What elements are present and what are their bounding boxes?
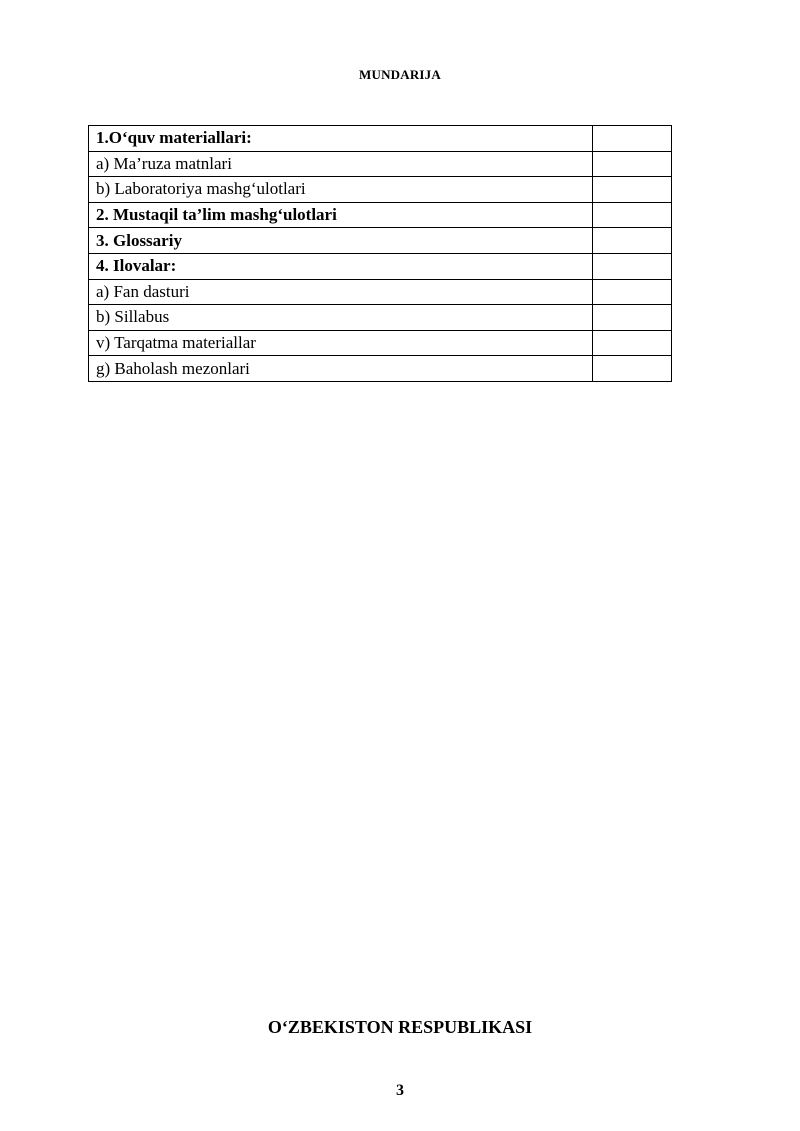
toc-row — [89, 126, 672, 152]
toc-item-label: v) Tarqatma materiallar — [89, 330, 593, 356]
toc-row — [89, 228, 672, 254]
toc-row — [89, 330, 672, 356]
toc-heading: MUNDARIJA — [359, 67, 441, 82]
toc-item-page — [593, 202, 672, 228]
toc-row — [89, 356, 672, 382]
toc-item-label: a) Fan dasturi — [89, 279, 593, 305]
toc-row — [89, 279, 672, 305]
toc-row — [89, 253, 672, 279]
toc-row — [89, 151, 672, 177]
toc-item-label: g) Baholash mezonlari — [89, 356, 593, 382]
toc-row — [89, 177, 672, 203]
toc-item-page — [593, 253, 672, 279]
toc-item-page — [593, 151, 672, 177]
toc-table — [88, 125, 672, 382]
toc-item-page — [593, 177, 672, 203]
toc-item-label: 3. Glossariy — [89, 228, 593, 254]
toc-item-page — [593, 228, 672, 254]
toc-row — [89, 202, 672, 228]
toc-item-label: a) Ma’ruza matnlari — [89, 151, 593, 177]
toc-item-page — [593, 356, 672, 382]
toc-item-page — [593, 330, 672, 356]
toc-item-page — [593, 126, 672, 152]
toc-item-label: 4. Ilovalar: — [89, 253, 593, 279]
toc-item-page — [593, 305, 672, 331]
toc-item-label: 1.O‘quv materiallari: — [89, 126, 593, 152]
toc-item-label: b) Sillabus — [89, 305, 593, 331]
toc-item-label: b) Laboratoriya mashg‘ulotlari — [89, 177, 593, 203]
toc-row — [89, 305, 672, 331]
toc-item-label: 2. Mustaqil ta’lim mashg‘ulotlari — [89, 202, 593, 228]
toc-item-page — [593, 279, 672, 305]
footer-heading: O‘ZBEKISTON RESPUBLIKASI — [267, 1017, 533, 1037]
page-number: 3 — [396, 1082, 404, 1099]
